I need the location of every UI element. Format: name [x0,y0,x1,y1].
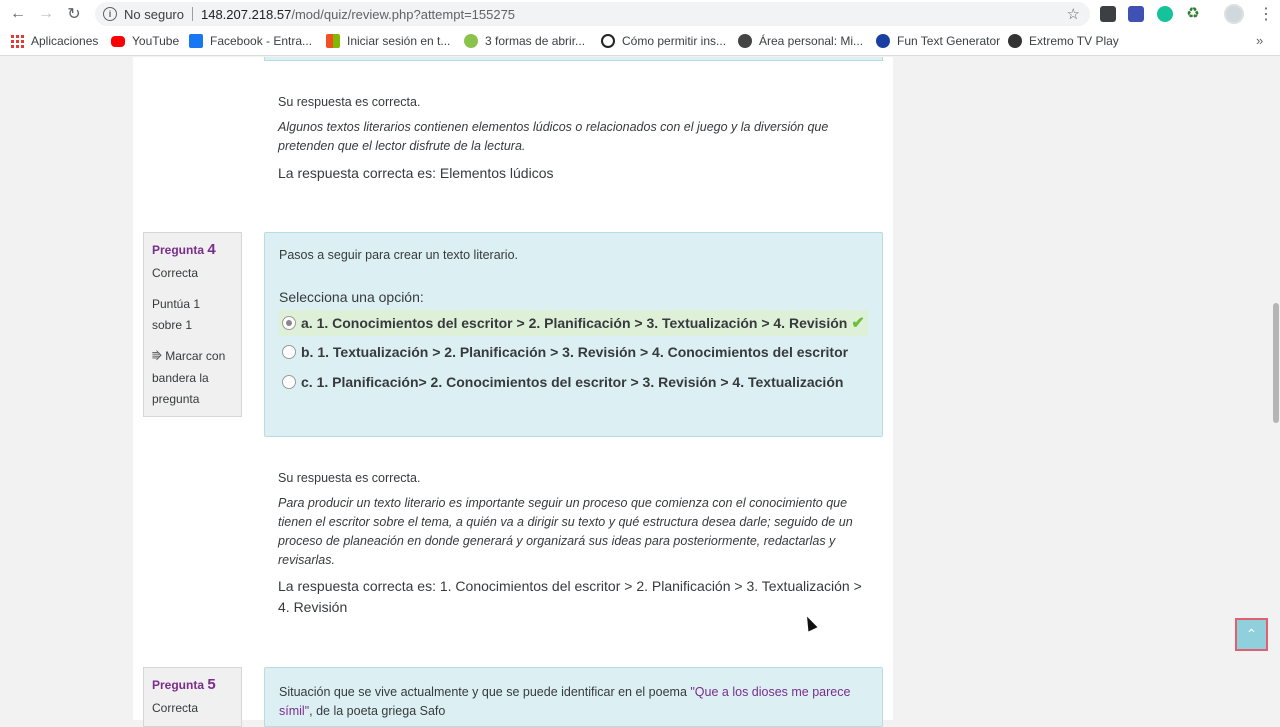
reload-icon[interactable]: ↻ [67,6,81,23]
bookmark-extremo-tv[interactable] [1008,34,1119,48]
flag-question-button[interactable] [152,346,233,410]
feedback-text: Algunos textos literarios contienen elementos lúdicos o relacionados con el juego y la diversión que pretenden que el lector disfrute de la lectura. [278,120,829,153]
security-label: No seguro [124,6,184,22]
bookmark-youtube[interactable] [111,34,179,48]
soccer-ball-icon [1008,34,1022,48]
scrollbar[interactable] [1273,303,1279,423]
answer-prompt: Selecciona una opción: [279,289,424,305]
recycle-icon[interactable]: ♻ [1186,5,1200,22]
browser-toolbar [0,0,1280,28]
extension-icon[interactable] [1100,6,1116,22]
info-icon[interactable]: i [103,7,117,21]
bookmark-label: Facebook - Entra... [210,34,313,48]
answer-label: a. 1. Conocimientos del escritor > 2. Planificación > 3. Textualización > 4. Revisión [301,315,848,331]
facebook-icon [189,34,203,48]
bookmark-label: Fun Text Generator [897,34,1001,48]
globe-icon [738,34,752,48]
apps-icon [11,35,24,48]
site-icon [876,34,890,48]
bookmark-label: 3 formas de abrir... [485,34,586,48]
back-to-top-button[interactable]: ⌃ [1235,618,1268,651]
site-icon [464,34,478,48]
bookmark-star-icon[interactable]: ☆ [1066,6,1080,23]
bookmark-label: Iniciar sesión en t... [347,34,451,48]
poem-link[interactable]: "Que a los dioses me parece símil" [279,685,851,718]
answer-label: c. 1. Planificación> 2. Conocimientos del escritor > 3. Revisión > 4. Textualización [301,374,844,390]
flag-icon: ⭆ [152,351,162,363]
question-state: Correcta [152,266,199,280]
bookmark-facebook[interactable] [189,34,312,48]
question-state: Correcta [152,701,199,715]
question-text: Situación que se vive actualmente y que se puede identificar en el poema "Que a los dioses me parece símil", de la poeta griega Safo [279,685,851,718]
question-5-info [143,667,242,727]
profile-avatar[interactable] [1224,4,1244,24]
question-4-info [143,232,242,417]
bookmarks-bar [0,28,1280,56]
bookmark-fun-text[interactable] [876,34,1000,48]
microsoft-icon [326,34,340,48]
radio-button[interactable] [282,375,296,389]
quiz-review-page [133,57,893,720]
answer-label: b. 1. Textualización > 2. Planificación > 3. Revisión > 4. Conocimientos del escritor [301,344,849,360]
answer-option-b[interactable] [279,339,848,365]
bookmark-permitir[interactable] [601,34,726,48]
power-icon [601,34,615,48]
bookmark-label: Aplicaciones [31,34,99,48]
forward-icon[interactable]: → [38,5,54,22]
grammarly-icon[interactable] [1157,6,1173,22]
back-icon[interactable]: ← [10,5,26,22]
question-grade: Puntúa 1 sobre 1 [152,297,201,332]
answer-option-a[interactable] [279,310,868,336]
address-bar[interactable] [95,2,1090,26]
answer-option-c[interactable] [279,369,843,395]
question-4-formulation [264,232,883,437]
bookmark-label: YouTube [132,34,180,48]
bookmark-apps[interactable] [11,34,98,48]
bookmark-microsoft[interactable] [326,34,450,48]
bookmark-formas[interactable] [464,34,585,48]
question-number: Pregunta 4 [152,241,216,258]
divider [192,7,193,21]
outcome-text: Su respuesta es correcta. [278,471,421,485]
bookmark-label: Área personal: Mi... [759,34,864,48]
radio-button[interactable] [282,316,296,330]
check-icon: ✔ [851,315,865,332]
bookmark-area-personal[interactable] [738,34,863,48]
menu-icon[interactable]: ⋮ [1258,6,1274,23]
url-path: /mod/quiz/review.php?attempt=155275 [291,6,516,22]
flag-label: Marcar con bandera la pregunta [152,349,226,406]
right-answer: La respuesta correcta es: 1. Conocimientos del escritor > 2. Planificación > 3. Textualización > 4. Revisión [278,578,862,615]
radio-button[interactable] [282,345,296,359]
question-number: Pregunta 5 [152,676,216,693]
feedback-text: Para producir un texto literario es importante seguir un proceso que comienza con el conocimiento que tienen el escritor sobre el tema, a quién va a dirigir su texto y qué estructura desea darle; seguido de un proceso de planeación en donde generará y organizará sus ideas para posteriormente, redactarlas y revisarlas. [278,496,853,567]
outcome-text: Su respuesta es correcta. [278,95,421,109]
youtube-icon [111,36,125,47]
question-5-formulation [264,667,883,727]
question-3-formulation [264,57,883,61]
right-answer: La respuesta correcta es: Elementos lúdicos [278,165,554,181]
extension-icon[interactable] [1128,6,1144,22]
bookmark-label: Extremo TV Play [1029,34,1119,48]
more-bookmarks-icon[interactable]: » [1256,33,1264,48]
question-text: Pasos a seguir para crear un texto literario. [279,248,519,262]
bookmark-label: Cómo permitir ins... [622,34,727,48]
url-host: 148.207.218.57 [200,6,292,22]
